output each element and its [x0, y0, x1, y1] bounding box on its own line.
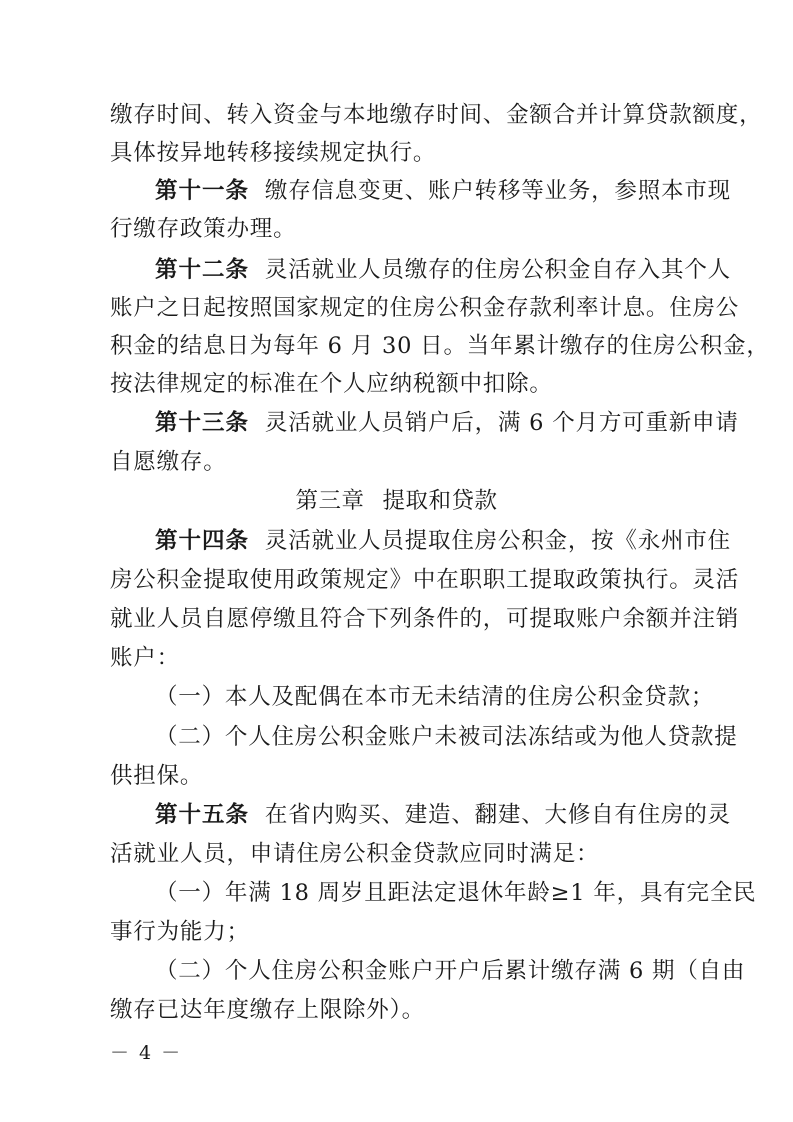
article-heading: 第十五条	[155, 802, 250, 828]
paragraph-line: 缴存已达年度缴存上限除外）。	[110, 997, 425, 1023]
paragraph-line: 事行为能力；	[110, 919, 250, 945]
paragraph-line: 账户之日起按照国家规定的住房公积金存款利率计息。住房公	[110, 295, 740, 321]
paragraph-line: 账户：	[110, 645, 180, 671]
paragraph-line: 活就业人员，申请住房公积金贷款应同时满足：	[110, 841, 600, 867]
article-12-line: 第十二条 灵活就业人员缴存的住房公积金自存入其个人	[155, 257, 731, 283]
paragraph-line: 行缴存政策办理。	[110, 216, 297, 242]
paragraph-line: 房公积金提取使用政策规定》中在职职工提取政策执行。灵活	[110, 567, 740, 593]
chapter-heading	[0, 486, 793, 516]
paragraph-line: 按法律规定的标准在个人应纳税额中扣除。	[110, 371, 553, 397]
paragraph-line: 自愿缴存。	[110, 449, 227, 475]
paragraph-line: 就业人员自愿停缴且符合下列条件的，可提取账户余额并注销	[110, 606, 740, 632]
paragraph-line: 积金的结息日为每年 6 月 30 日。当年累计缴存的住房公积金，	[110, 333, 770, 359]
chapter-title: 提取和贷款	[382, 488, 498, 514]
article-14-line: 第十四条 灵活就业人员提取住房公积金，按《永州市住	[155, 528, 731, 554]
chapter-number: 第三章	[295, 488, 365, 514]
article-13-line: 第十三条 灵活就业人员销户后，满 6 个月方可重新申请	[155, 410, 739, 436]
article-11-line: 第十一条 缴存信息变更、账户转移等业务，参照本市现	[155, 178, 731, 204]
paragraph-line: 供担保。	[110, 763, 204, 789]
list-item: （二）个人住房公积金账户未被司法冻结或为他人贷款提	[155, 724, 738, 750]
page-number: － 4 －	[110, 1042, 183, 1064]
list-item: （一）本人及配偶在本市无未结清的住房公积金贷款；	[155, 684, 715, 710]
paragraph-line: 缴存时间、转入资金与本地缴存时间、金额合并计算贷款额度，	[110, 102, 763, 128]
article-heading: 第十一条	[155, 178, 250, 204]
article-heading: 第十四条	[155, 528, 250, 554]
article-heading: 第十三条	[155, 410, 250, 436]
list-item: （一）年满 18 周岁且距法定退休年龄≥1 年，具有完全民	[155, 880, 757, 906]
article-15-line: 第十五条 在省内购买、建造、翻建、大修自有住房的灵	[155, 802, 731, 828]
list-item: （二）个人住房公积金账户开户后累计缴存满 6 期（自由	[155, 958, 746, 984]
paragraph-line: 具体按异地转移接续规定执行。	[110, 140, 437, 166]
article-heading: 第十二条	[155, 257, 250, 283]
